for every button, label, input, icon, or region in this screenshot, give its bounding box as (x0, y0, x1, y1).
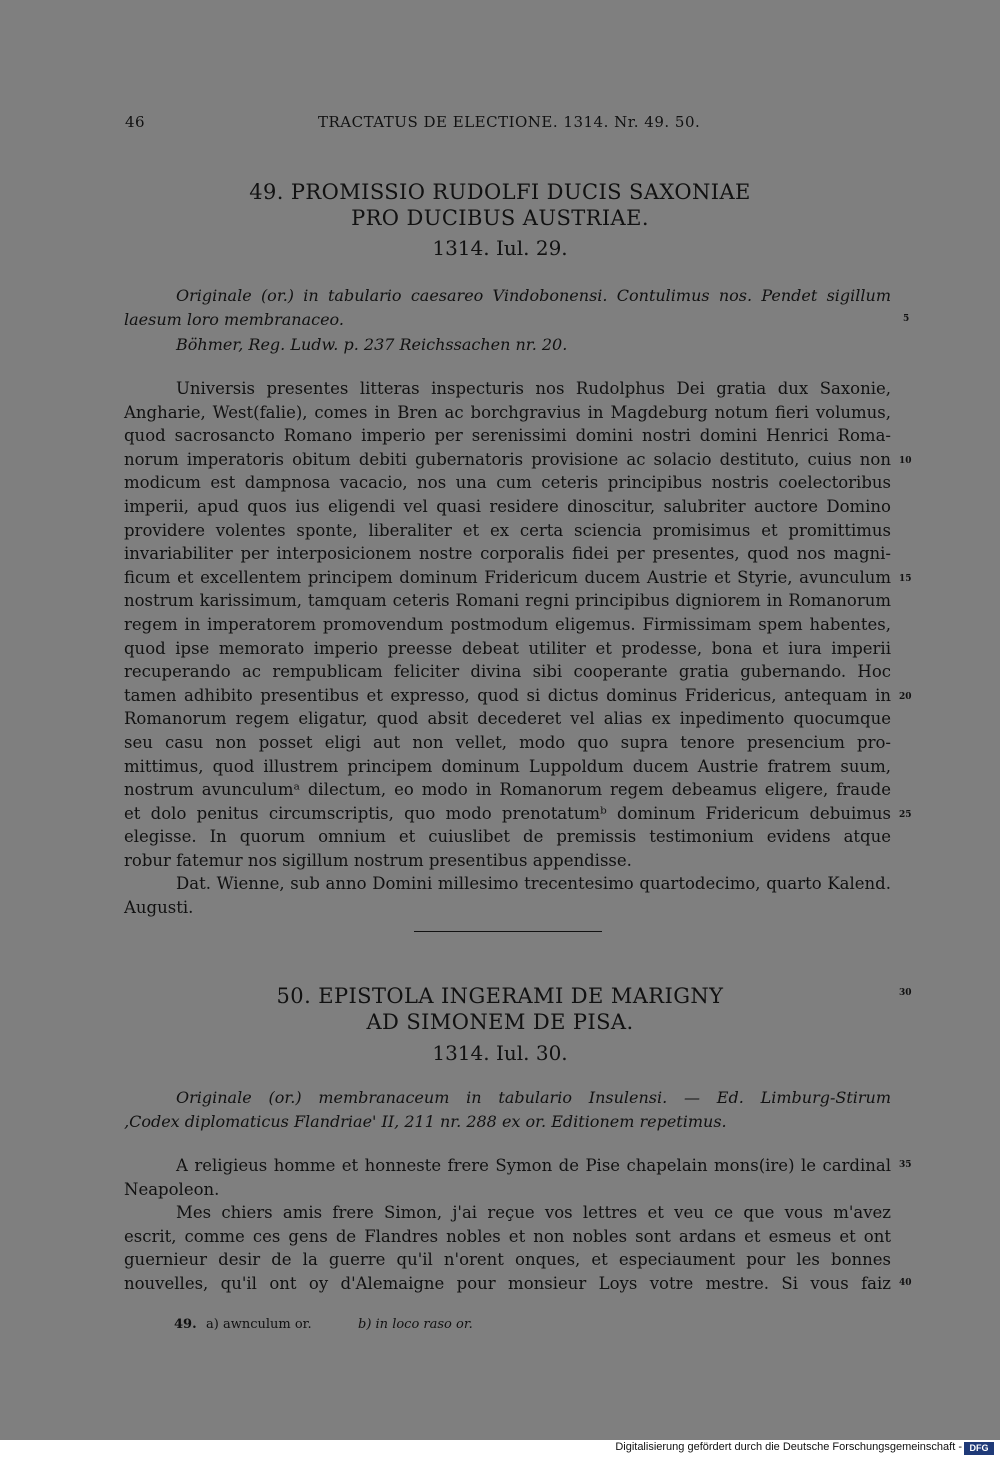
doc50-title-line1: 50. EPISTOLA INGERAMI DE MARIGNY (276, 984, 724, 1008)
doc50-date: 1314. Iul. 30. (432, 1041, 568, 1065)
doc49-text-line: recuperando ac rempublicam feliciter divina sibi cooperante gratia gubernando. Hoc (124, 662, 891, 682)
doc49-text-line: Romanorum regem eligatur, quod absit decederet vel alias ex inpedimento quocumque (124, 709, 891, 729)
doc49-text-line: quod sacrosancto Romano imperio per serenissimi domini nostri domini Henrici Roma- (124, 426, 891, 446)
doc49-dat-line2: Augusti. (124, 898, 194, 918)
margin-line-number: 40 (899, 1278, 912, 1288)
doc49-text-line: imperii, apud quos ius eligendi vel quasi residere dinoscitur, salubriter auctore Domino (124, 496, 891, 516)
footnote-b: b) in loco raso or. (358, 1317, 473, 1332)
margin-line-number: 35 (899, 1160, 912, 1170)
doc49-text-line: Universis presentes litteras inspecturis nos Rudolphus Dei gratia dux Saxonie, (176, 379, 891, 398)
doc49-text-line: mittimus, quod illustrem principem dominum Luppoldum ducem Austrie fratrem suum, (124, 756, 891, 776)
doc49-text-line: ficum et excellentem principem dominum Fridericum ducem Austrie et Styrie, avunculum (124, 567, 891, 587)
doc49-text-line: tamen adhibito presentibus et expresso, quod si dictus dominus Fridericus, antequam in (124, 685, 891, 705)
running-title: TRACTATUS DE ELECTIONE. 1314. Nr. 49. 50. (318, 113, 701, 131)
doc50-source-line1: Originale (or.) membranaceum in tabulario Insulensi. — Ed. Limburg-Stirum (176, 1088, 891, 1107)
margin-line-number: 15 (899, 574, 912, 584)
doc49-date: 1314. Iul. 29. (432, 236, 568, 260)
doc49-text-line: et dolo penitus circumscriptis, quo modo prenotatumᵇ dominum Fridericum debuimus (124, 803, 891, 823)
doc50-source-line2: ‚Codex diplomaticus Flandriae' II, 211 nr. 288 ex or. Editionem repetimus. (124, 1112, 727, 1131)
doc49-title-line1: 49. PROMISSIO RUDOLFI DUCIS SAXONIAE (249, 180, 751, 204)
margin-line-number: 5 (903, 314, 910, 324)
doc50-text-line: Mes chiers amis frere Simon, j'ai reçue vos lettres et veu ce que vous m'avez (176, 1203, 891, 1223)
dfg-logo: DFG (964, 1442, 994, 1455)
margin-line-number: 20 (899, 692, 912, 702)
section-divider (414, 931, 602, 932)
doc49-text-line: norum imperatoris obitum debiti gubernatoris provisione ac solacio destituto, cuius non (124, 449, 891, 469)
doc49-text-line: seu casu non posset eligi aut non vellet, modo quo supra tenore presencium pro- (124, 732, 891, 752)
doc49-dat-line1: Dat. Wienne, sub anno Domini millesimo trecentesimo quartodecimo, quarto Kalend. (176, 874, 891, 894)
doc49-source-line2: laesum loro membranaceo. (124, 310, 344, 329)
doc49-text-line: modicum est dampnosa vacacio, nos una cum ceteris principibus nostris coelectoribus (124, 473, 891, 493)
doc49-text-line: robur fatemur nos sigillum nostrum presentibus appendisse. (124, 850, 632, 870)
doc49-text-line: Angharie, West(falie), comes in Bren ac borchgravius in Magdeburg notum fieri volumus, (124, 402, 891, 422)
doc49-text-line: nostrum karissimum, tamquam ceteris Romani regni principibus digniorem in Romanorum (124, 591, 891, 611)
margin-line-number: 10 (899, 456, 912, 466)
doc49-text-line: elegisse. In quorum omnium et cuiuslibet de premissis testimonium evidens atque (124, 827, 891, 847)
doc50-text-line: guernieur desir de la guerre qu'il n'orent onques, et especiaument pour les bonnes (124, 1250, 891, 1270)
footnote-a: a) awnculum or. (206, 1317, 312, 1332)
doc49-text-line: providere volentes sponte, liberaliter et ex certa sciencia promisimus et promittimus (124, 520, 891, 540)
doc49-text (124, 377, 891, 920)
doc50-text-line: escrit, comme ces gens de Flandres nobles et non nobles sont ardans et esmeus et ont (124, 1226, 891, 1246)
footer-credit: Digitalisierung gefördert durch die Deutsche Forschungsgemeinschaft - (615, 1441, 962, 1453)
doc49-text-line: regem in imperatorem promovendum postmodum eligemus. Firmissimam spem habentes, (124, 614, 891, 634)
doc50-title-line2: AD SIMONEM DE PISA. (366, 1010, 634, 1034)
doc49-source-line1: Originale (or.) in tabulario caesareo Vindobonensi. Contulimus nos. Pendet sigillum (176, 286, 891, 305)
doc49-text-line: invariabiliter per interposicionem nostre corporalis fidei per presentes, quod nos magni- (124, 544, 891, 564)
doc50-address-line2: Neapoleon. (124, 1179, 220, 1199)
footnote-label: 49. (174, 1317, 197, 1332)
doc49-title-line2: PRO DUCIBUS AUSTRIAE. (351, 206, 649, 230)
footer-bar (0, 1440, 1000, 1458)
doc50-text-line: nouvelles, qu'il ont oy d'Alemaigne pour monsieur Loys votre mestre. Si vous faiz (124, 1273, 891, 1293)
doc49-source-line3: Böhmer, Reg. Ludw. p. 237 Reichssachen nr. 20. (176, 335, 568, 354)
page-number: 46 (125, 113, 146, 131)
doc49-text-line: nostrum avunculumᵃ dilectum, eo modo in Romanorum regem debeamus eligere, fraude (124, 780, 891, 800)
doc50-text (124, 1154, 891, 1296)
margin-line-number: 25 (899, 810, 912, 820)
doc50-address-line1: A religieus homme et honneste frere Symon de Pise chapelain mons(ire) le cardinal (176, 1156, 891, 1175)
margin-line-number: 30 (899, 988, 912, 998)
doc49-text-line: quod ipse memorato imperio preesse debeat utiliter et prodesse, bona et iura imperii (124, 638, 891, 658)
